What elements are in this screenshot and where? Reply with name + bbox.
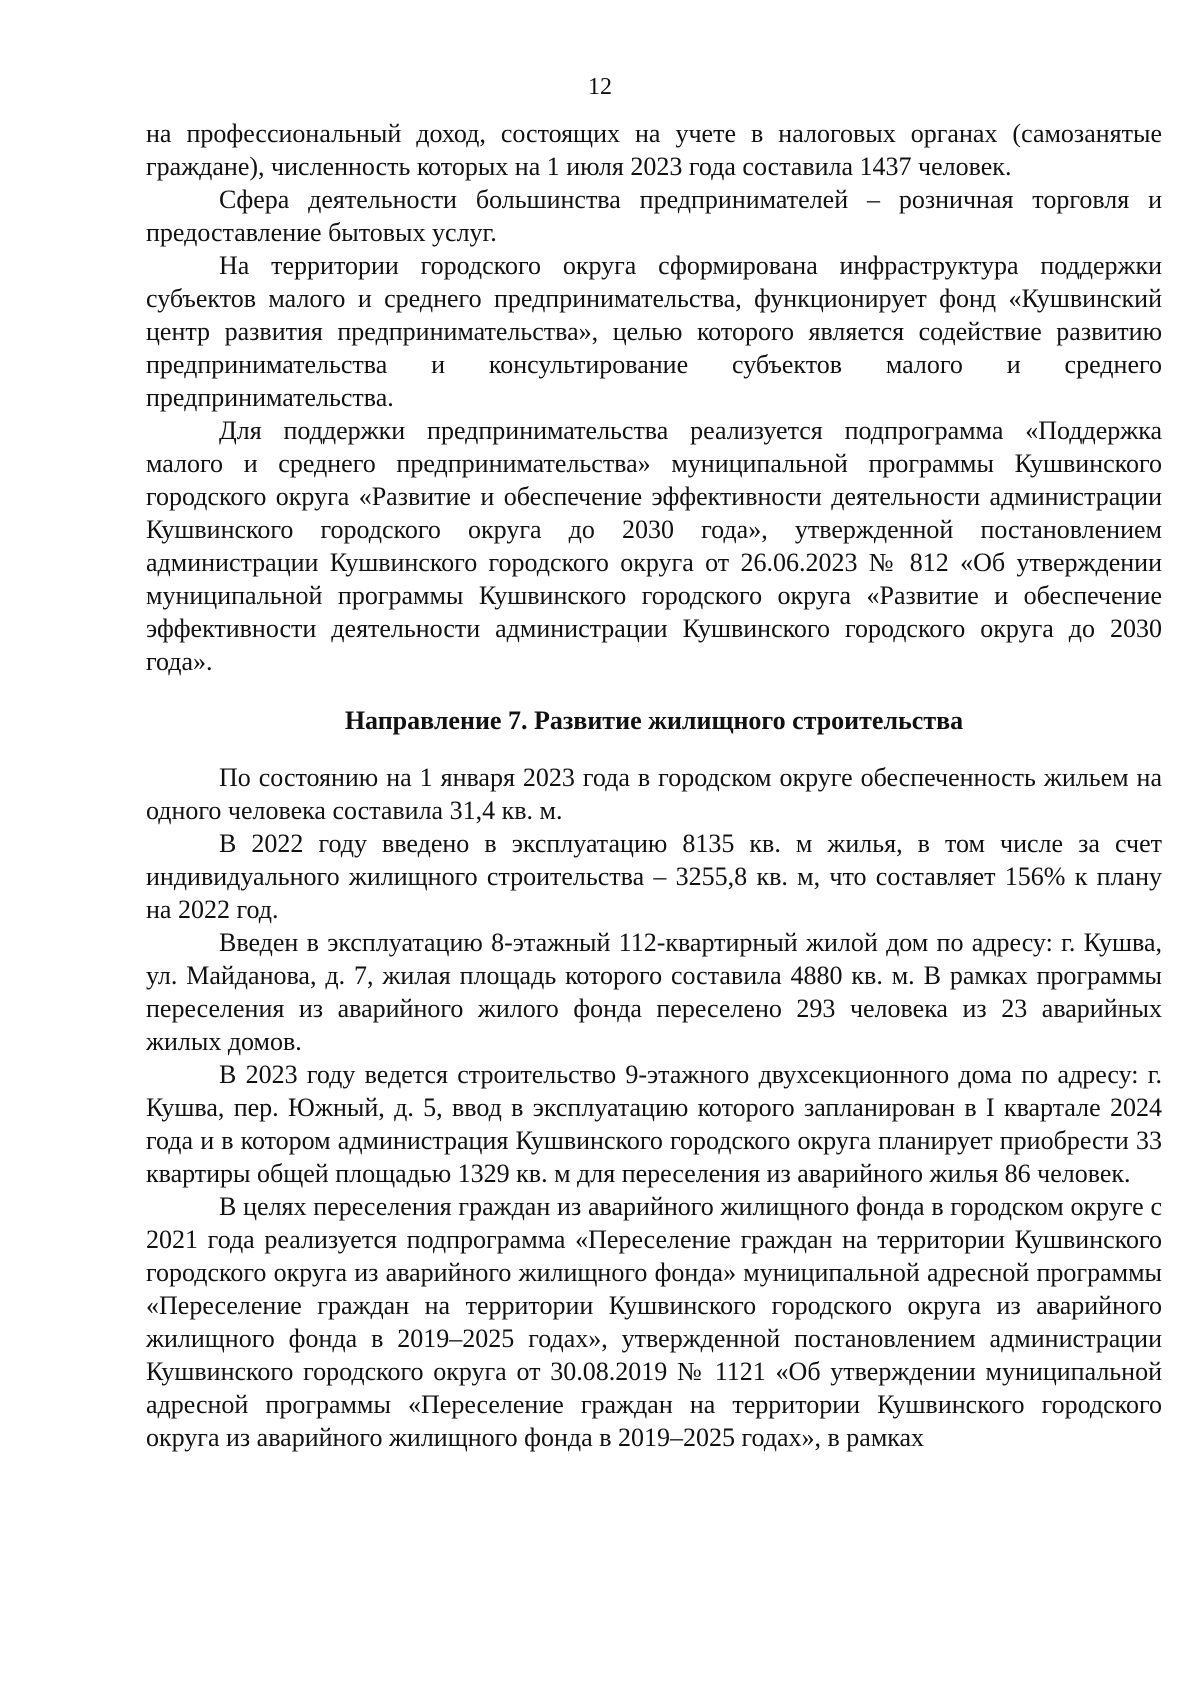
paragraph: В целях переселения граждан из аварийного жилищного фонда в городском округе с 2021 года реализуется подпрограмма «Переселение граждан на территории Кушвинского городского округа из аварийного жилищного фонда» муниципальной адресной программы «Переселение граждан на территории Кушвинского городского округа из аварийного жилищного фонда в 2019–2025 годах», утвержденной постановлением администрации Кушвинского городского округа от 30.08.2019 № 1121 «Об утверждении муниципальной адресной программы «Переселение граждан на территории Кушвинского городского округа из аварийного жилищного фонда в 2019–2025 годах», в рамках — [146, 1192, 1162, 1452]
paragraph: Сфера деятельности большинства предпринимателей – розничная торговля и предоставление бытовых услуг. — [146, 185, 1162, 247]
paragraph: На территории городского округа сформирована инфраструктура поддержки субъектов малого и среднего предпринимательства, функционирует фонд «Кушвинский центр развития предпринимательства», целью которого является содействие развитию предпринимательства и консультирование субъектов малого и среднего предпринимательства. — [146, 251, 1162, 412]
paragraph-continuation: на профессиональный доход, состоящих на учете в налоговых органах (самозанятые граждане), численность которых на 1 июля 2023 года составила 1437 человек. — [146, 119, 1162, 181]
paragraph: Введен в эксплуатацию 8-этажный 112-квартирный жилой дом по адресу: г. Кушва, ул. Майданова, д. 7, жилая площадь которого составила 4880 кв. м. В рамках программы переселения из аварийного жилого фонда переселено 293 человека из 23 аварийных жилых домов. — [146, 928, 1162, 1056]
document-body — [146, 117, 1162, 1454]
paragraph: Для поддержки предпринимательства реализуется подпрограмма «Поддержка малого и среднего предпринимательства» муниципальной программы Кушвинского городского округа «Развитие и обеспечение эффективности деятельности администрации Кушвинского городского округа до 2030 года», утвержденной постановлением администрации Кушвинского городского округа от 26.06.2023 № 812 «Об утверждении муниципальной программы Кушвинского городского округа «Развитие и обеспечение эффективности деятельности администрации Кушвинского городского округа до 2030 года». — [146, 416, 1162, 676]
paragraph: По состоянию на 1 января 2023 года в городском округе обеспеченность жильем на одного человека составила 31,4 кв. м. — [146, 763, 1162, 825]
page-number: 12 — [588, 74, 612, 100]
paragraph: В 2023 году ведется строительство 9-этажного двухсекционного дома по адресу: г. Кушва, пер. Южный, д. 5, ввод в эксплуатацию которого запланирован в I квартале 2024 года и в котором администрация Кушвинского городского округа планирует приобрести 33 квартиры общей площадью 1329 кв. м для переселения из аварийного жилья 86 человек. — [146, 1060, 1162, 1188]
section-heading: Направление 7. Развитие жилищного строительства — [344, 706, 964, 735]
paragraph: В 2022 году введено в эксплуатацию 8135 кв. м жилья, в том числе за счет индивидуального жилищного строительства – 3255,8 кв. м, что составляет 156% к плану на 2022 год. — [146, 829, 1162, 924]
